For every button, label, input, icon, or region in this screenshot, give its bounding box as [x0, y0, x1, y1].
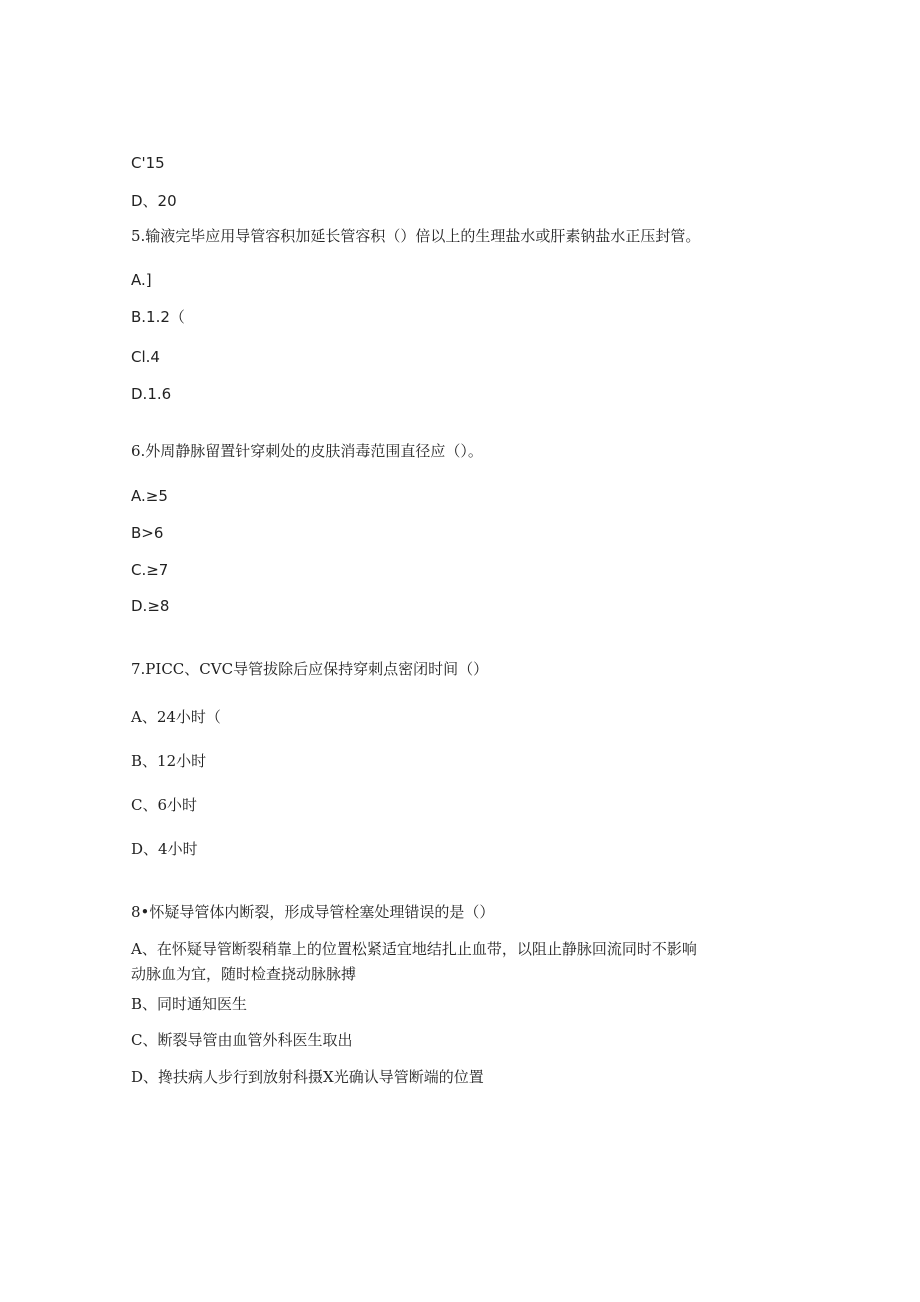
q7-option-d: D、4小时	[131, 840, 198, 858]
q5-question: 5.输液完毕应用导管容积加延长管容积（）倍以上的生理盐水或肝素钠盐水正压封管。	[131, 227, 701, 245]
q8-option-a-line1: A、在怀疑导管断裂稍靠上的位置松紧适宜地结扎止血带，以阻止静脉回流同时不影响	[131, 940, 697, 958]
q8-option-b: B、同时通知医生	[131, 995, 248, 1013]
q5-option-c: Cl.4	[131, 348, 160, 366]
q6-option-b: B>6	[131, 524, 164, 542]
q6-option-a: A.≥5	[131, 487, 168, 505]
q7-option-a: A、24小时（	[131, 708, 221, 726]
q6-option-c: C.≥7	[131, 561, 169, 579]
q8-question: 8•怀疑导管体内断裂，形成导管栓塞处理错误的是（）	[131, 903, 495, 921]
q6-option-d: D.≥8	[131, 597, 170, 615]
q7-option-b: B、12小时	[131, 752, 207, 770]
q7-option-c: C、6小时	[131, 796, 198, 814]
q8-option-d: D、搀扶病人步行到放射科摄X光确认导管断端的位置	[131, 1068, 484, 1086]
q8-option-c: C、断裂导管由血管外科医生取出	[131, 1031, 353, 1049]
q8-option-a-line2: 动脉血为宜，随时检查挠动脉脉搏	[131, 965, 357, 983]
q5-option-d: D.1.6	[131, 385, 172, 403]
q4-option-d: D、20	[131, 192, 177, 210]
q5-option-a: A.]	[131, 271, 152, 289]
q5-option-b: B.1.2（	[131, 308, 185, 326]
q7-question: 7.PICC、CVC导管拔除后应保持穿刺点密闭时间（）	[131, 660, 489, 678]
q6-question: 6.外周静脉留置针穿刺处的皮肤消毒范围直径应（）。	[131, 442, 483, 460]
q4-option-c: C'15	[131, 154, 165, 172]
